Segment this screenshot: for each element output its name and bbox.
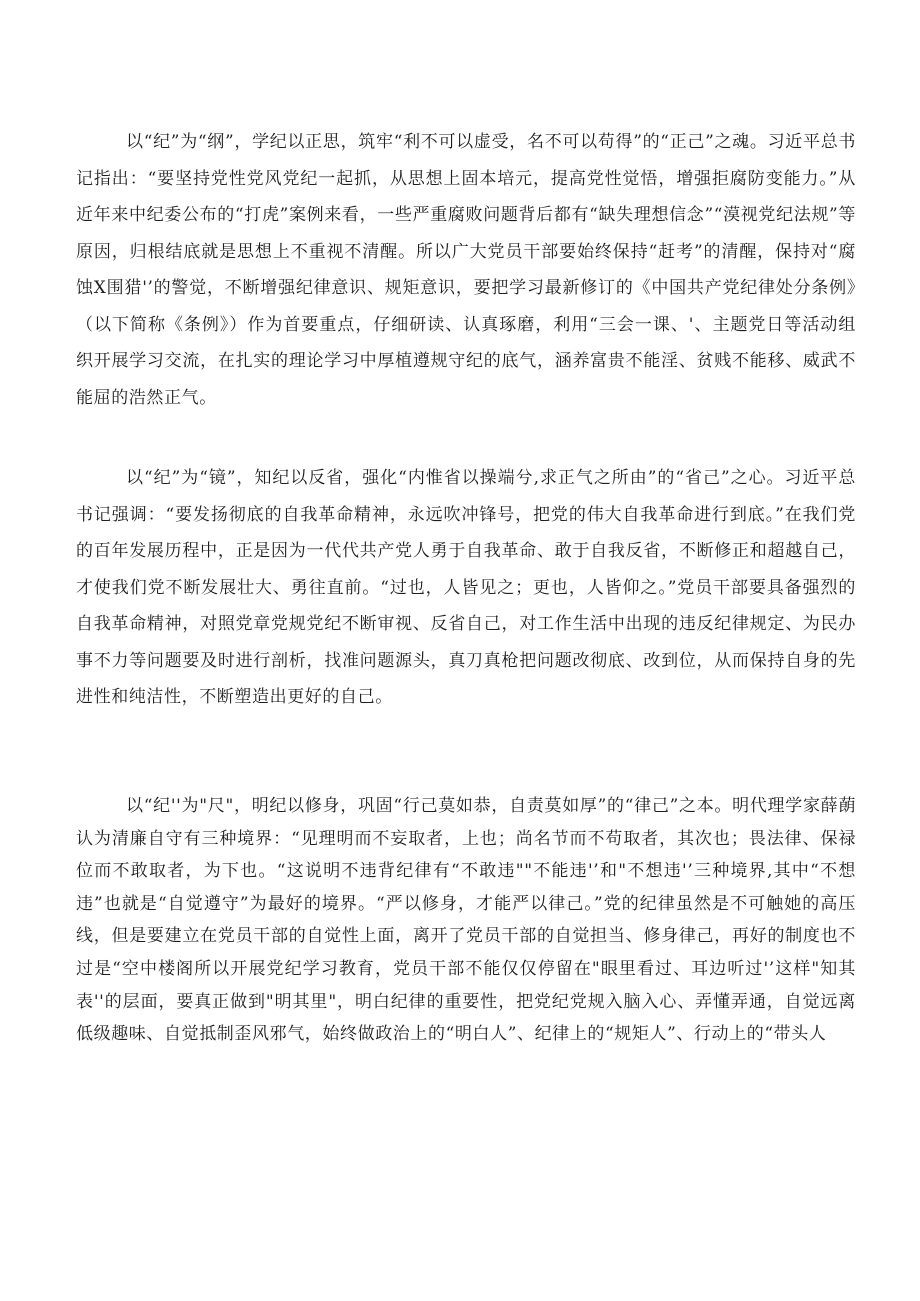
paragraph-1: 以“纪”为“纲”，学纪以正思，筑牢“利不可以虚受，名不可以苟得”的“正己”之魂。习近平总书记指出：“要坚持党性党风党纪一起抓，从思想上固本培元，提高党性觉悟，增强拒腐防变能力。”从近年来中纪委公布的“打虎”案例来看，一些严重腐败问题背后都有“缺失理想信念”“漠视党纪法规”等原因，归根结底就是思想上不重视不清醒。所以广大党员干部要始终保持“赶考”的清醒，保持对“腐蚀X围猎'’的警觉，不断增强纪律意识、规矩意识，要把学习最新修订的《中国共产党纪律处分条例》（以下简称《条例》）作为首要重点，仔细研读、认真琢磨，利用“三会一课、'、主题党日等活动组织开展学习交流，在扎实的理论学习中厚植遵规守纪的底气，涵养富贵不能淫、贫贱不能移、威武不能屈的浩然正气。 [76, 132, 856, 408]
paragraph-2: 以“纪”为“镜”，知纪以反省，强化“内惟省以操端兮,求正气之所由”的“省己”之心。习近平总书记强调：“要发扬彻底的自我革命精神，永远吹冲锋号，把党的伟大自我革命进行到底。”在我们党的百年发展历程中，正是因为一代代共产党人勇于自我革命、敢于自我反省，不断修正和超越自己，才使我们党不断发展壮大、勇往直前。“过也，人皆见之；更也，人皆仰之。”党员干部要具备强烈的自我革命精神，对照党章党规党纪不断审视、反省自己，对工作生活中出现的违反纪律规定、为民办事不力等问题要及时进行剖析，找准问题源头，真刀真枪把问题改彻底、改到位，从而保持自身的先进性和纯洁性，不断塑造出更好的自己。 [76, 468, 856, 707]
paragraph-3: 以“纪''为"尺"，明纪以修身，巩固“行己莫如恭，自责莫如厚”的“律己”之本。明代理学家薛蓢认为清廉自守有三种境界：“见理明而不妄取者，上也；尚名节而不苟取者，其次也；畏法律、保禄位而不敢取者，为下也。“这说明不违背纪律有“不敢违""不能违'’和"不想违'’三种境界,其中“不想违”也就是“自觉遵守”为最好的境界。“严以修身，才能严以律己。”党的纪律虽然是不可触她的高压线，但是要建立在党员干部的自觉性上面，离开了党员干部的自觉担当、修身律己，再好的制度也不过是“空中楼阁所以开展党纪学习教育，党员干部不能仅仅停留在"眼里看过、耳边听过'’这样"知其表''的层面，要真正做到"明其里"，明白纪律的重要性，把党纪党规入脑入心、弄懂弄通，自觉远离低级趣味、自觉抵制歪风邪气，始终做政治上的“明白人”、纪律上的“规矩人”、行动上的“带头人 [76, 796, 856, 1045]
